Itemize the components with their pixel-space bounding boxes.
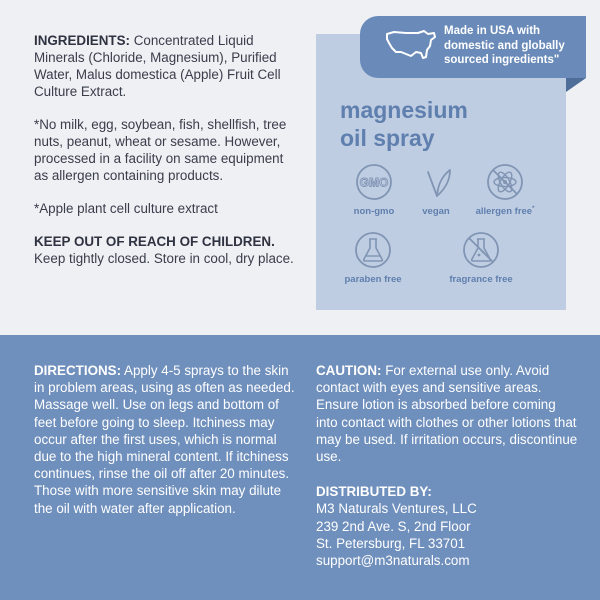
distributor-address2: St. Petersburg, FL 33701 <box>316 535 466 551</box>
directions-column <box>34 362 296 517</box>
caution-block <box>316 362 578 465</box>
badge-label: paraben free <box>344 274 402 285</box>
badge-label <box>470 206 540 217</box>
distributor-address1: 239 2nd Ave. S, 2nd Floor <box>316 518 471 534</box>
badge-label: fragrance free <box>449 274 513 285</box>
banner-tail <box>566 78 586 92</box>
badge-paraben-free <box>340 230 406 285</box>
ingredients-text: Concentrated Liquid Minerals (Chloride, Magnesium), Purified Water, Malus domestica (Apple) Fruit Cell Culture Extract. <box>34 33 281 99</box>
directions-label: DIRECTIONS: <box>34 363 122 378</box>
svg-text:GMO: GMO <box>359 175 389 190</box>
banner-text: Made in USA with domestic and globally sourced ingredients" <box>444 25 565 66</box>
badge-fragrance-free <box>446 230 516 285</box>
ingredients-label: INGREDIENTS: <box>34 33 130 48</box>
apple-note: *Apple plant cell culture extract <box>34 201 218 216</box>
gmo-icon <box>354 162 394 202</box>
allergen-note: *No milk, egg, soybean, fish, shellfish, tree nuts, peanut, wheat or sesame. However, processed in a facility on same equipment as allergen containing products. <box>34 117 287 183</box>
ingredients-block <box>34 32 296 100</box>
directions-text: Apply 4-5 sprays to the skin in problem areas, using as often as needed. Massage well. Use on legs and bottom of feet before going to sleep. Itchiness may occur after the first uses, which is normal due to the high mineral content. If itchiness continues, rinse the oil off after 20 minutes. Those with more sensitive skin may dilute the oil with water after application. <box>34 363 295 516</box>
atom-icon <box>485 162 525 202</box>
ingredients-column <box>34 32 296 283</box>
distributor-email: support@m3naturals.com <box>316 553 470 569</box>
badge-label: vegan <box>422 206 450 217</box>
badge-non-gmo <box>344 162 404 217</box>
caution-column <box>316 362 578 569</box>
warning-text: Keep tightly closed. Store in cool, dry place. <box>34 251 294 266</box>
usa-map-icon <box>384 28 438 62</box>
warning-block <box>34 233 296 267</box>
badge-allergen-free <box>470 162 540 217</box>
warning-label: KEEP OUT OF REACH OF CHILDREN. <box>34 234 275 249</box>
distributor-label: DISTRIBUTED BY: <box>316 484 432 500</box>
no-flask-icon <box>461 230 501 270</box>
directions-block <box>34 362 296 517</box>
caution-label: CAUTION: <box>316 363 382 378</box>
caution-text: For external use only. Avoid contact with eyes and sensitive areas. Ensure lotion is absorbed before coming into contact with clothes or other lotions that may be used. If irritation occurs, discontinue use. <box>316 363 578 465</box>
badge-label-text: allergen free <box>475 206 533 218</box>
distributor-name: M3 Naturals Ventures, LLC <box>316 501 477 517</box>
badge-vegan <box>406 162 466 217</box>
leaf-icon <box>416 162 456 202</box>
badge-label-sup: * <box>532 206 535 212</box>
badge-label: non-gmo <box>353 206 395 217</box>
flask-icon <box>353 230 393 270</box>
product-name-line1: magnesium <box>340 97 468 123</box>
product-name-line2: oil spray <box>340 125 435 151</box>
product-name <box>340 96 468 152</box>
